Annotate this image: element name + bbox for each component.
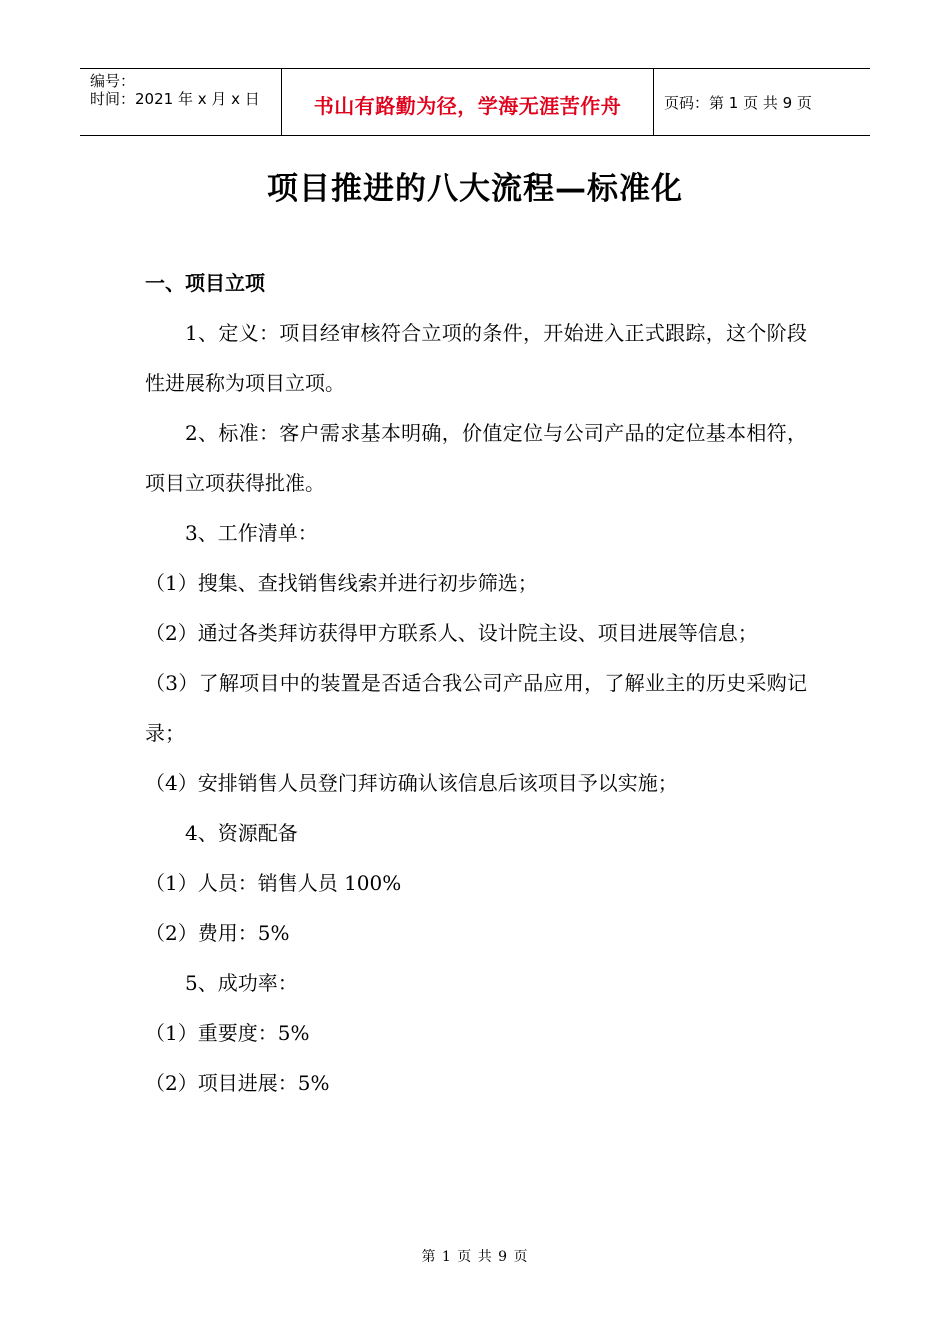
body-paragraph: 5、成功率： <box>185 971 298 995</box>
body-paragraph: （3）了解项目中的装置是否适合我公司产品应用，了解业主的历史采购记录； <box>145 671 807 745</box>
body-paragraph: （1）重要度：5% <box>145 1021 310 1045</box>
header-meta-cell <box>80 69 282 135</box>
header-page-info: 页码：第 1 页 共 9 页 <box>664 93 812 112</box>
page-footer: 第 1 页 共 9 页 <box>421 1249 529 1265</box>
header-motto-cell <box>282 69 654 135</box>
body-paragraph: 1、定义：项目经审核符合立项的条件，开始进入正式跟踪，这个阶段性进展称为项目立项。 <box>145 321 807 395</box>
document-date-label: 时间：2021 年 x 月 x 日 <box>90 90 260 108</box>
document-title: 项目推进的八大流程—标准化 <box>267 171 683 207</box>
document-number-label: 编号： <box>90 72 136 90</box>
body-paragraph: （2）费用：5% <box>145 921 290 945</box>
document-body <box>145 258 807 1108</box>
body-paragraph: 2、标准：客户需求基本明确，价值定位与公司产品的定位基本相符，项目立项获得批准。 <box>145 421 807 495</box>
body-paragraph: （2）通过各类拜访获得甲方联系人、设计院主设、项目进展等信息； <box>145 621 758 645</box>
header-motto: 书山有路勤为径，学海无涯苦作舟 <box>313 93 622 118</box>
body-paragraph: （1）搜集、查找销售线索并进行初步筛选； <box>145 571 538 595</box>
body-paragraph: （2）项目进展：5% <box>145 1071 330 1095</box>
body-paragraph: 4、资源配备 <box>185 821 298 845</box>
page-header <box>80 68 870 136</box>
body-paragraph: （1）人员：销售人员 100% <box>145 871 402 895</box>
body-paragraph: （4）安排销售人员登门拜访确认该信息后该项目予以实施； <box>145 771 678 795</box>
header-page-cell <box>654 69 870 135</box>
body-paragraph: 3、工作清单： <box>185 521 318 545</box>
section-heading: 一、项目立项 <box>145 271 265 295</box>
